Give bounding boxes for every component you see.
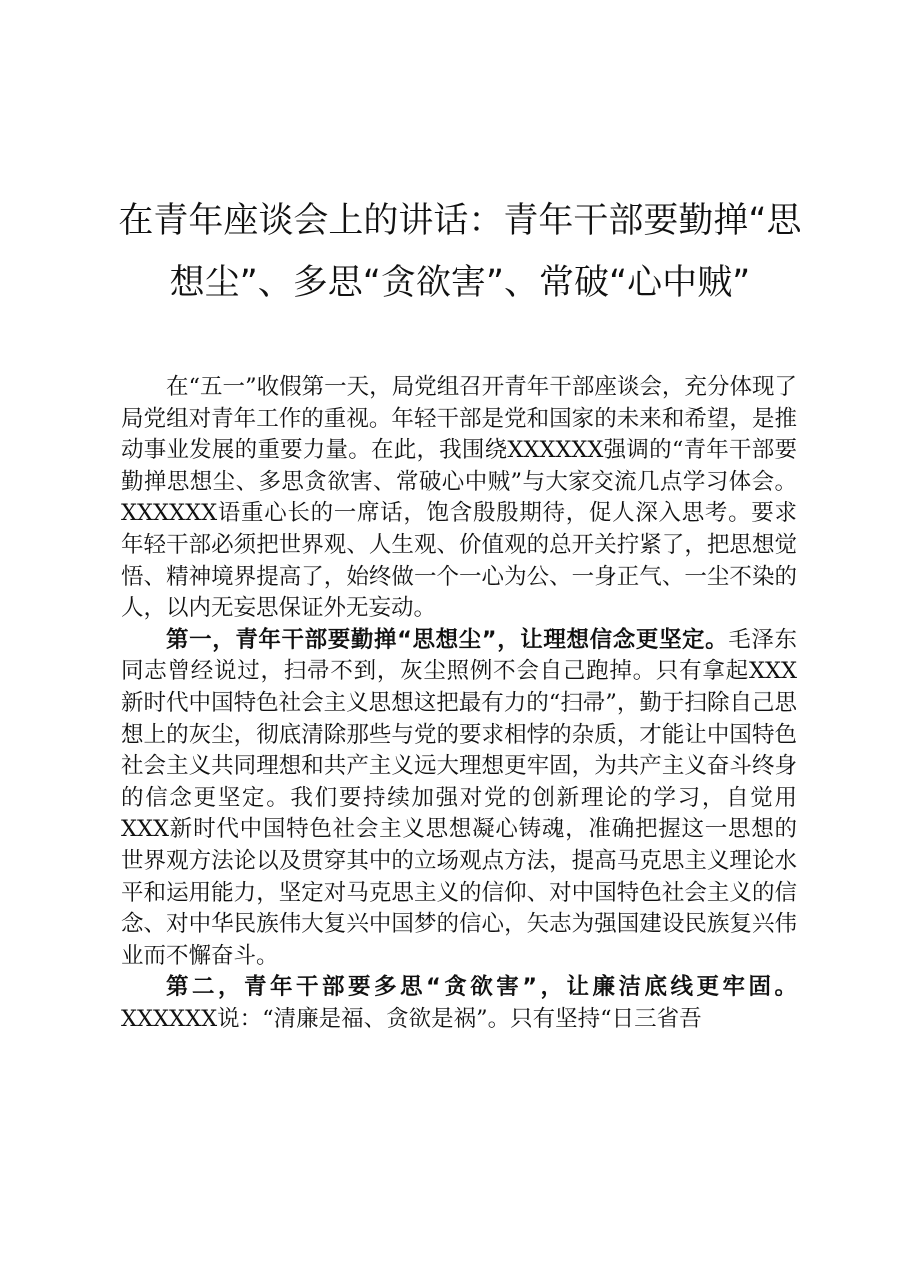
- paragraph-text: 在“五一”收假第一天，局党组召开青年干部座谈会，充分体现了局党组对青年工作的重视。年轻干部是党和国家的未来和希望，是推动事业发展的重要力量。在此，我围绕XXXXXX强调的“青年干部要勤掸思想尘、多思贪欲害、常破心中贼”与大家交流几点学习体会。XXXXXX语重心长的一席话，饱含殷殷期待，促人深入思考。要求年轻干部必须把世界观、人生观、价值观的总开关拧紧了，把思想觉悟、精神境界提高了，始终做一个一心为公、一身正气、一尘不染的人，以内无妄思保证外无妄动。: [121, 374, 797, 622]
- paragraph-first-point: [121, 625, 797, 973]
- paragraph-heading: 第一，青年干部要勤掸“思想尘”，让理想信念更坚定。: [166, 626, 729, 653]
- paragraph-second-point: [121, 972, 797, 1035]
- document-title: 在青年座谈会上的讲话：青年干部要勤掸“思想尘”、多思“贪欲害”、常破“心中贼”: [118, 201, 802, 303]
- paragraph-intro: [121, 372, 797, 625]
- paragraph-heading: 第二，青年干部要多思“贪欲害”，让廉洁底线更牢固。: [166, 974, 797, 1001]
- paragraph-text: XXXXXX说：“清廉是福、贪欲是祸”。只有坚持“日三省吾: [121, 1005, 702, 1032]
- document-body: [121, 372, 797, 1035]
- paragraph-text: 毛泽东同志曾经说过，扫帚不到，灰尘照例不会自己跑掉。只有拿起XXX新时代中国特色社会主义思想这把最有力的“扫帚”，勤于扫除自己思想上的灰尘，彻底清除那些与党的要求相悖的杂质，才能让中国特色社会主义共同理想和共产主义远大理想更牢固，为共产主义奋斗终身的信念更坚定。我们要持续加强对党的创新理论的学习，自觉用XXX新时代中国特色社会主义思想凝心铸魂，准确把握这一思想的世界观方法论以及贯穿其中的立场观点方法，提高马克思主义理论水平和运用能力，坚定对马克思主义的信仰、对中国特色社会主义的信念、对中华民族伟大复兴中国梦的信心，矢志为强国建设民族复兴伟业而不懈奋斗。: [121, 626, 797, 969]
